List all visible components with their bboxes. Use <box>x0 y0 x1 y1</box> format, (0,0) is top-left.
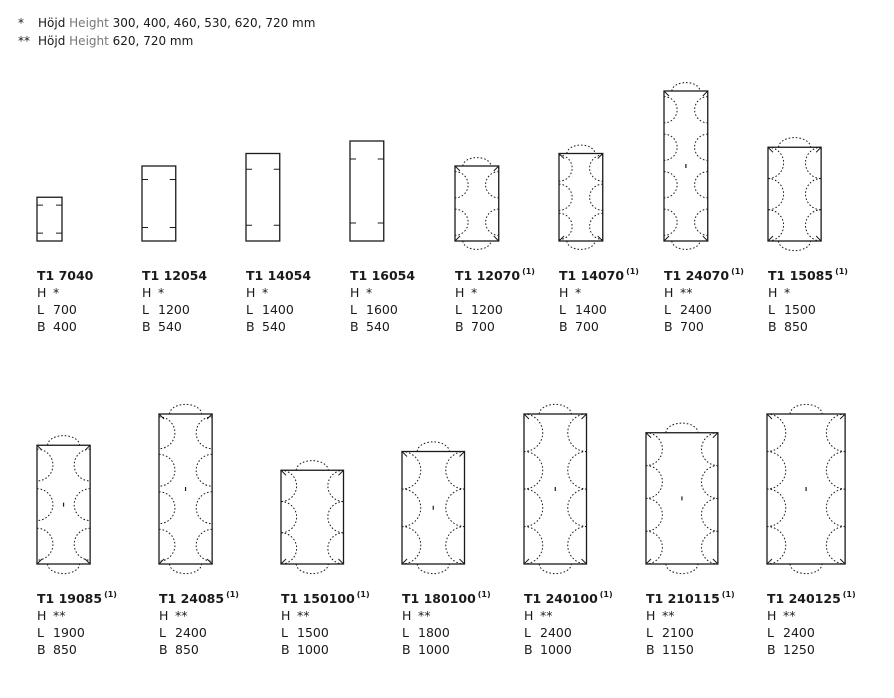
seat-arc <box>806 179 822 210</box>
height-value: ** <box>297 608 310 623</box>
length-label: L <box>664 302 671 317</box>
seat-arc <box>767 414 786 452</box>
footnote-mark: (1) <box>731 267 744 276</box>
model-code: T1 180100 <box>402 591 476 606</box>
seat-arc <box>486 172 499 198</box>
seat-arc <box>767 452 786 490</box>
height-value: * <box>575 285 582 300</box>
height-label: H <box>646 608 656 623</box>
spec-item <box>159 586 239 658</box>
height-label: H <box>37 285 47 300</box>
width-label: B <box>37 642 46 657</box>
width-label: B <box>246 319 255 334</box>
corner-mark <box>703 91 708 96</box>
seat-arc <box>524 489 543 527</box>
seat-arc <box>446 452 465 490</box>
seat-arc <box>806 147 822 178</box>
height-label: H <box>455 285 465 300</box>
seat-arc <box>417 564 449 574</box>
length-label: L <box>646 625 653 640</box>
seat-arc <box>196 454 212 486</box>
length-value: 2100 <box>662 625 694 640</box>
length-label: L <box>37 625 44 640</box>
height-label: H <box>142 285 152 300</box>
length-value: 2400 <box>783 625 815 640</box>
length-value: 2400 <box>175 625 207 640</box>
seat-arc <box>281 533 297 564</box>
model-code: T1 14054 <box>246 268 312 283</box>
legend-symbol: ** <box>18 34 30 48</box>
seat-arc <box>455 172 468 198</box>
seat-arc <box>402 527 421 565</box>
corner-mark <box>494 166 499 171</box>
width-value: 400 <box>53 319 77 334</box>
seat-arc <box>281 502 297 533</box>
width-value: 1250 <box>783 642 815 657</box>
height-value: ** <box>53 608 66 623</box>
seat-arc <box>806 210 822 241</box>
seat-arc <box>768 210 784 241</box>
length-value: 700 <box>53 302 77 317</box>
legend-label-en: Height <box>69 16 109 30</box>
seat-arc <box>779 138 811 148</box>
model-code: T1 12070 <box>455 268 521 283</box>
length-label: L <box>768 302 775 317</box>
seat-arc <box>296 461 328 471</box>
width-label: B <box>524 642 533 657</box>
length-label: L <box>350 302 357 317</box>
seat-arc <box>768 179 784 210</box>
spec-item <box>246 263 313 335</box>
length-label: L <box>246 302 253 317</box>
length-value: 1400 <box>262 302 294 317</box>
footnote-mark: (1) <box>599 590 613 599</box>
seat-arc <box>826 527 845 565</box>
seat-arc <box>664 97 677 123</box>
spec-item <box>281 586 370 658</box>
seat-arc <box>48 564 80 574</box>
table-outline <box>246 154 280 242</box>
seat-arc <box>767 527 786 565</box>
seat-arc <box>779 241 811 251</box>
seat-arc <box>446 489 465 527</box>
table-outline <box>142 166 176 241</box>
seat-arc <box>74 449 90 481</box>
length-value: 1900 <box>53 625 85 640</box>
footnote-mark: (1) <box>522 267 535 276</box>
footnote-mark: (1) <box>104 590 117 599</box>
length-value: 1500 <box>784 302 816 317</box>
footnote-mark: (1) <box>835 267 848 276</box>
width-value: 1000 <box>297 642 329 657</box>
length-label: L <box>455 302 462 317</box>
seat-arc <box>74 489 90 521</box>
seat-arc <box>170 564 202 574</box>
corner-mark <box>455 236 460 241</box>
width-value: 850 <box>784 319 808 334</box>
length-value: 1600 <box>366 302 398 317</box>
length-label: L <box>402 625 409 640</box>
seat-arc <box>568 452 587 490</box>
model-code: T1 24070 <box>664 268 730 283</box>
legend-symbol: * <box>18 16 24 30</box>
height-value: ** <box>418 608 431 623</box>
length-label: L <box>281 625 288 640</box>
spec-item <box>559 263 639 335</box>
seat-arc <box>402 452 421 490</box>
table-outline <box>350 141 384 241</box>
height-label: H <box>768 285 778 300</box>
seat-arc <box>417 442 449 452</box>
seat-arc <box>664 134 677 160</box>
height-value: ** <box>540 608 553 623</box>
seat-arc <box>196 417 212 449</box>
seat-arc <box>559 213 572 239</box>
seat-arc <box>159 492 175 524</box>
width-label: B <box>664 319 673 334</box>
model-code: T1 15085 <box>768 268 834 283</box>
spec-item <box>142 263 209 335</box>
width-label: B <box>281 642 290 657</box>
spec-item <box>402 586 491 658</box>
length-value: 2400 <box>680 302 712 317</box>
corner-mark <box>664 236 669 241</box>
seat-arc <box>568 414 587 452</box>
spec-item <box>37 263 95 335</box>
footnote-mark: (1) <box>226 590 239 599</box>
height-value: * <box>262 285 269 300</box>
spec-item <box>37 586 117 658</box>
spec-item <box>768 263 848 335</box>
footnote-mark: (1) <box>842 590 856 599</box>
width-label: B <box>159 642 168 657</box>
legend-label-en: Height <box>69 34 109 48</box>
seat-arc <box>159 454 175 486</box>
seat-arc <box>646 531 662 564</box>
seat-arc <box>826 414 845 452</box>
seat-arc <box>281 470 297 501</box>
seat-arc <box>455 209 468 235</box>
height-value: * <box>366 285 373 300</box>
seat-arc <box>672 83 700 91</box>
width-value: 700 <box>575 319 599 334</box>
height-label: H <box>350 285 360 300</box>
corner-mark <box>455 166 460 171</box>
model-code: T1 14070 <box>559 268 625 283</box>
width-value: 540 <box>262 319 286 334</box>
model-code: T1 24085 <box>159 591 225 606</box>
length-value: 2400 <box>540 625 572 640</box>
length-value: 1200 <box>471 302 503 317</box>
height-label: H <box>559 285 569 300</box>
width-label: B <box>768 319 777 334</box>
seat-arc <box>590 184 603 210</box>
spec-item <box>350 263 417 335</box>
legend-label-sv: Höjd <box>38 34 66 48</box>
legend-values: 300, 400, 460, 530, 620, 720 mm <box>112 16 316 30</box>
height-value: * <box>158 285 165 300</box>
seat-arc <box>567 241 595 249</box>
corner-mark <box>207 559 212 564</box>
seat-arc <box>37 528 53 560</box>
seat-arc <box>826 489 845 527</box>
seat-arc <box>695 172 708 198</box>
seat-arc <box>170 404 202 414</box>
table-outline <box>37 197 62 241</box>
model-code: T1 16054 <box>350 268 416 283</box>
seat-arc <box>768 147 784 178</box>
footnote-mark: (1) <box>356 590 370 599</box>
width-label: B <box>402 642 411 657</box>
width-value: 700 <box>471 319 495 334</box>
width-value: 540 <box>366 319 390 334</box>
length-value: 1800 <box>418 625 450 640</box>
width-label: B <box>350 319 359 334</box>
spec-item <box>664 263 744 335</box>
width-value: 700 <box>680 319 704 334</box>
corner-mark <box>703 236 708 241</box>
height-label: H <box>159 608 169 623</box>
seat-arc <box>701 498 717 531</box>
seat-arc <box>159 529 175 561</box>
seat-arc <box>666 423 698 433</box>
seat-arc <box>664 172 677 198</box>
height-value: ** <box>662 608 675 623</box>
height-label: H <box>281 608 291 623</box>
seat-arc <box>524 527 543 565</box>
legend-label-sv: Höjd <box>38 16 66 30</box>
length-value: 1500 <box>297 625 329 640</box>
seat-arc <box>196 529 212 561</box>
height-value: ** <box>175 608 188 623</box>
length-label: L <box>559 302 566 317</box>
spec-item <box>646 586 735 658</box>
seat-arc <box>559 184 572 210</box>
seat-arc <box>539 564 571 574</box>
length-value: 1400 <box>575 302 607 317</box>
width-label: B <box>559 319 568 334</box>
model-code: T1 19085 <box>37 591 103 606</box>
model-code: T1 210115 <box>646 591 720 606</box>
length-label: L <box>524 625 531 640</box>
model-code: T1 7040 <box>37 268 94 283</box>
height-label: H <box>37 608 47 623</box>
length-label: L <box>37 302 44 317</box>
spec-item <box>767 586 856 658</box>
height-label: H <box>402 608 412 623</box>
table-outline <box>455 166 499 241</box>
seat-arc <box>486 209 499 235</box>
seat-arc <box>446 527 465 565</box>
seat-arc <box>672 241 700 249</box>
seat-arc <box>328 470 344 501</box>
height-value: * <box>471 285 478 300</box>
seat-arc <box>767 489 786 527</box>
seat-arc <box>590 155 603 181</box>
height-value: * <box>53 285 60 300</box>
seat-arc <box>568 489 587 527</box>
height-label: H <box>664 285 674 300</box>
seat-arc <box>48 436 80 446</box>
seat-arc <box>524 452 543 490</box>
seat-arc <box>74 528 90 560</box>
model-code: T1 240100 <box>524 591 598 606</box>
seat-arc <box>790 564 822 574</box>
length-label: L <box>142 302 149 317</box>
seat-arc <box>701 531 717 564</box>
seat-arc <box>646 466 662 499</box>
seat-arc <box>296 564 328 574</box>
width-label: B <box>37 319 46 334</box>
height-value: ** <box>680 285 693 300</box>
seat-arc <box>159 417 175 449</box>
length-value: 1200 <box>158 302 190 317</box>
corner-mark <box>159 559 164 564</box>
seat-arc <box>701 466 717 499</box>
seat-arc <box>701 433 717 466</box>
width-value: 1000 <box>540 642 572 657</box>
width-value: 1150 <box>662 642 694 657</box>
seat-arc <box>328 502 344 533</box>
length-label: L <box>767 625 774 640</box>
model-code: T1 12054 <box>142 268 208 283</box>
seat-arc <box>646 498 662 531</box>
seat-arc <box>695 134 708 160</box>
height-value: ** <box>783 608 796 623</box>
width-value: 1000 <box>418 642 450 657</box>
height-label: H <box>524 608 534 623</box>
seat-arc <box>328 533 344 564</box>
width-label: B <box>767 642 776 657</box>
width-label: B <box>646 642 655 657</box>
table-outline <box>768 147 821 241</box>
seat-arc <box>463 158 491 166</box>
footnote-mark: (1) <box>721 590 735 599</box>
seat-arc <box>539 404 571 414</box>
seat-arc <box>567 145 595 153</box>
seat-arc <box>646 433 662 466</box>
seat-arc <box>37 449 53 481</box>
footnote-mark: (1) <box>626 267 639 276</box>
model-code: T1 240125 <box>767 591 841 606</box>
width-value: 850 <box>175 642 199 657</box>
height-value: * <box>784 285 791 300</box>
seat-arc <box>463 241 491 249</box>
length-label: L <box>159 625 166 640</box>
seat-arc <box>664 209 677 235</box>
height-label: H <box>767 608 777 623</box>
seat-arc <box>37 489 53 521</box>
footnote-mark: (1) <box>477 590 491 599</box>
width-value: 850 <box>53 642 77 657</box>
seat-arc <box>695 209 708 235</box>
seat-arc <box>196 492 212 524</box>
seat-arc <box>402 489 421 527</box>
seat-arc <box>790 404 822 414</box>
width-label: B <box>455 319 464 334</box>
spec-item <box>455 263 535 335</box>
corner-mark <box>664 91 669 96</box>
width-label: B <box>142 319 151 334</box>
seat-arc <box>559 155 572 181</box>
spec-item <box>524 586 613 658</box>
seat-arc <box>826 452 845 490</box>
seat-arc <box>568 527 587 565</box>
seat-arc <box>666 564 698 574</box>
seat-arc <box>524 414 543 452</box>
table-outline <box>559 154 603 242</box>
table-outline <box>281 470 344 564</box>
height-label: H <box>246 285 256 300</box>
corner-mark <box>494 236 499 241</box>
seat-arc <box>590 213 603 239</box>
seat-arc <box>695 97 708 123</box>
model-code: T1 150100 <box>281 591 355 606</box>
legend-values: 620, 720 mm <box>112 34 194 48</box>
width-value: 540 <box>158 319 182 334</box>
